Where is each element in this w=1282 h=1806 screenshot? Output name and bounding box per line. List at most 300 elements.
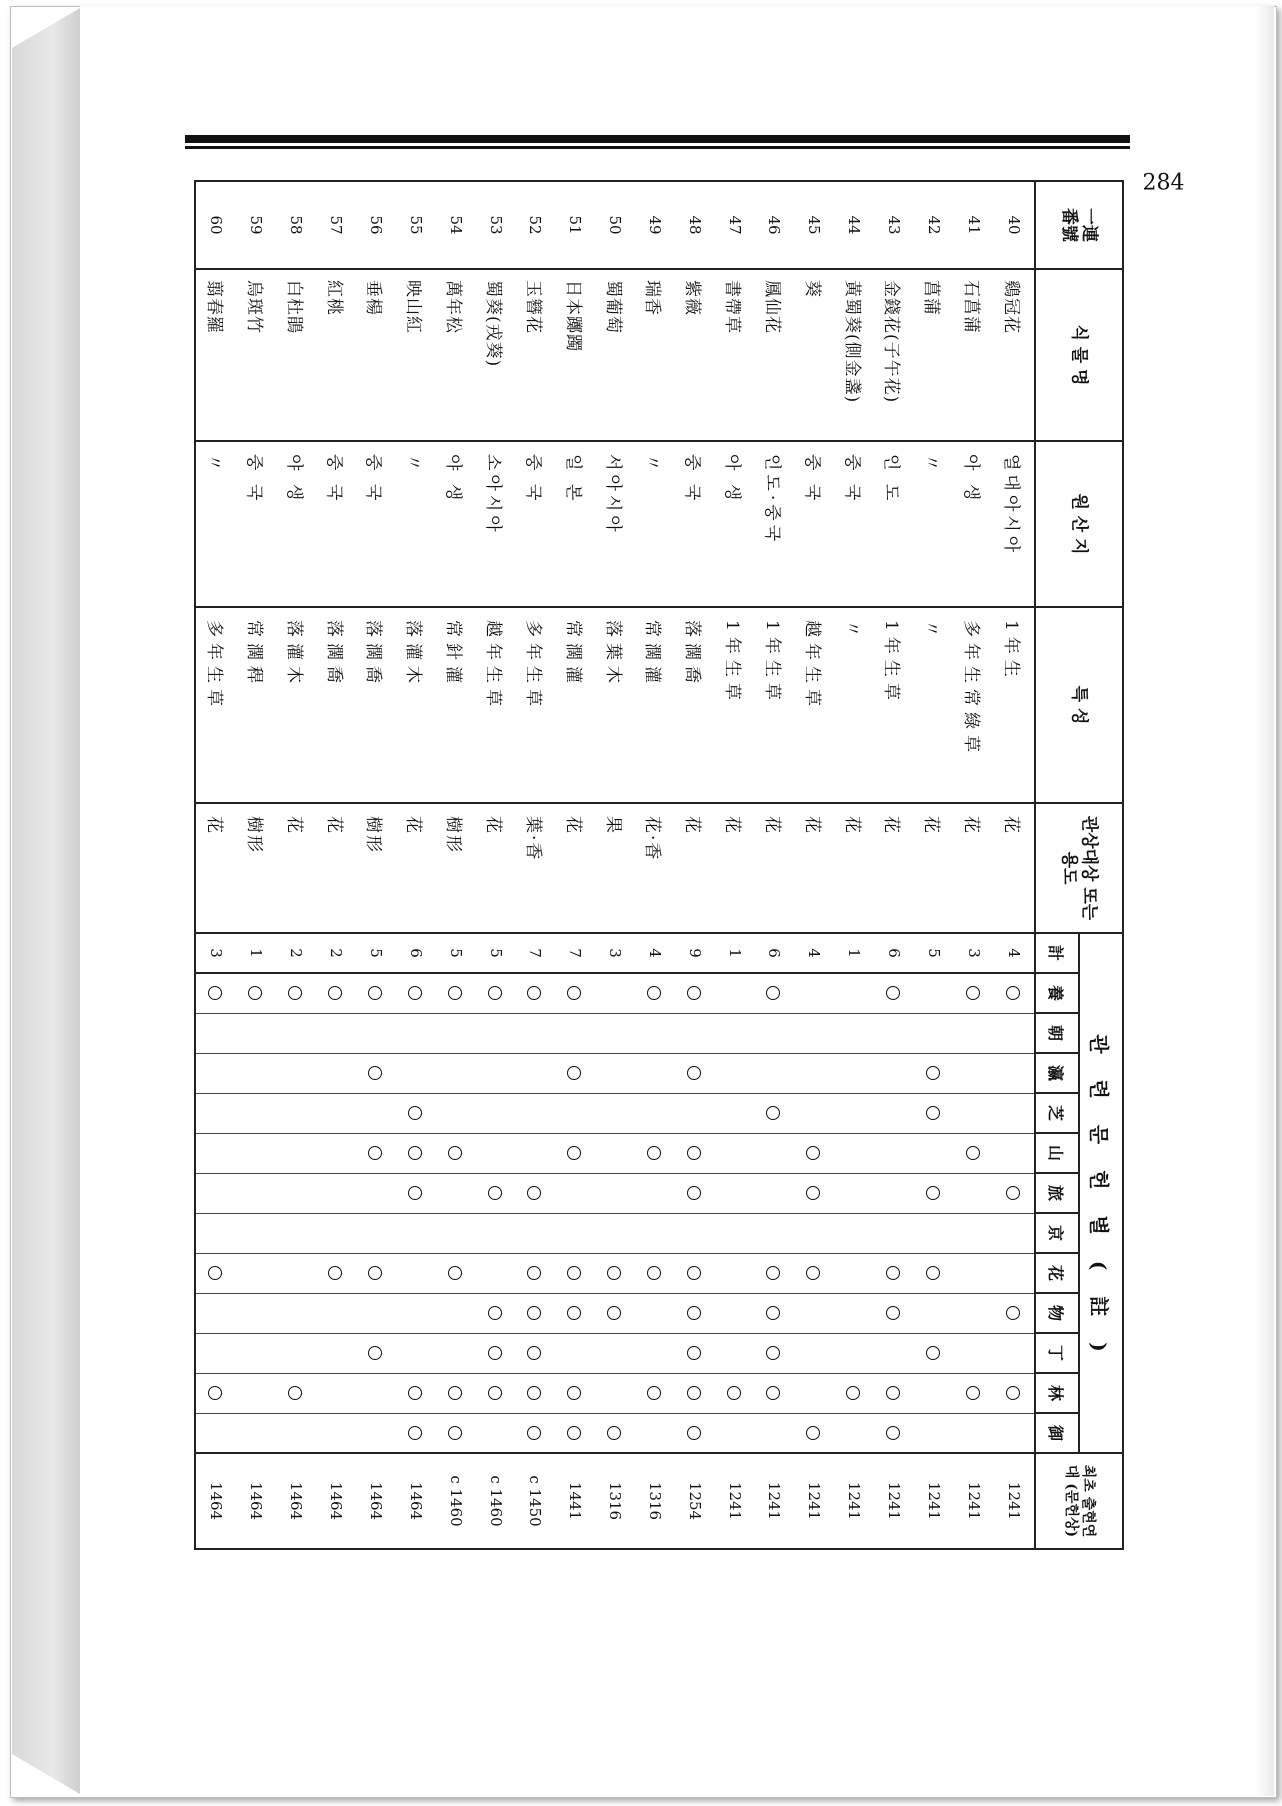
ref-mark-cell bbox=[914, 1333, 954, 1373]
ref-mark-cell bbox=[195, 1293, 237, 1333]
plant-name: 紫薇 bbox=[675, 269, 715, 441]
circle-mark-icon bbox=[527, 1306, 541, 1320]
ref-mark-cell bbox=[237, 1333, 277, 1373]
circle-mark-icon bbox=[1006, 1386, 1020, 1400]
ref-mark-cell bbox=[476, 1373, 516, 1413]
ref-mark-cell bbox=[635, 1173, 675, 1213]
ref-mark-cell bbox=[436, 1213, 476, 1253]
ref-mark-cell bbox=[954, 1373, 994, 1413]
circle-mark-icon bbox=[607, 1266, 621, 1280]
ref-header-cell bbox=[1035, 1133, 1079, 1173]
ref-mark-cell bbox=[515, 1413, 555, 1453]
first-year: 1254 bbox=[675, 1453, 715, 1549]
ref-mark-cell bbox=[794, 1133, 834, 1173]
first-year: 1464 bbox=[396, 1453, 436, 1549]
ref-mark-cell bbox=[436, 1293, 476, 1333]
ref-mark-cell bbox=[515, 1053, 555, 1093]
row-number: 42 bbox=[914, 181, 954, 269]
ref-mark-cell bbox=[635, 1133, 675, 1173]
ref-mark-cell bbox=[794, 1013, 834, 1053]
table-row bbox=[794, 181, 834, 1549]
ref-mark-cell bbox=[994, 1413, 1035, 1453]
plant-name: 蜀葵(戎葵) bbox=[476, 269, 516, 441]
row-number: 60 bbox=[195, 181, 237, 269]
row-number: 50 bbox=[595, 181, 635, 269]
ref-mark-cell bbox=[195, 1133, 237, 1173]
ref-mark-cell bbox=[195, 1213, 237, 1253]
header-number bbox=[1035, 181, 1123, 269]
ref-mark-cell bbox=[914, 1173, 954, 1213]
origin: 중 국 bbox=[794, 441, 834, 607]
origin: 〃 bbox=[914, 441, 954, 607]
circle-mark-icon bbox=[527, 1266, 541, 1280]
circle-mark-icon bbox=[567, 1146, 581, 1160]
ref-mark-cell bbox=[316, 1253, 356, 1293]
page-edge-right bbox=[1256, 6, 1274, 1796]
plant-name: 菖蒲 bbox=[914, 269, 954, 441]
plant-name: 鳳仙花 bbox=[755, 269, 795, 441]
first-year: 1241 bbox=[874, 1453, 914, 1549]
ref-mark-cell bbox=[356, 1093, 396, 1133]
first-year: 1241 bbox=[715, 1453, 755, 1549]
ref-mark-cell bbox=[595, 1173, 635, 1213]
ornamental-use: 花 bbox=[555, 803, 595, 933]
table-row bbox=[515, 181, 555, 1549]
ref-mark-cell bbox=[276, 1013, 316, 1053]
ref-mark-cell bbox=[595, 1213, 635, 1253]
ornamental-use: 花 bbox=[914, 803, 954, 933]
ref-count: 3 bbox=[954, 933, 994, 973]
row-number: 53 bbox=[476, 181, 516, 269]
circle-mark-icon bbox=[368, 986, 382, 1000]
ref-mark-cell bbox=[954, 1213, 994, 1253]
feature: 多年生草 bbox=[195, 607, 237, 803]
ref-mark-cell bbox=[834, 1173, 874, 1213]
header-name bbox=[1035, 269, 1123, 441]
row-number: 49 bbox=[635, 181, 675, 269]
origin: 중 국 bbox=[515, 441, 555, 607]
feature: 〃 bbox=[834, 607, 874, 803]
ref-mark-cell bbox=[635, 1253, 675, 1293]
ornamental-use: 果 bbox=[595, 803, 635, 933]
feature: 落灌木 bbox=[396, 607, 436, 803]
ref-mark-cell bbox=[755, 1373, 795, 1413]
feature: 落濶喬 bbox=[316, 607, 356, 803]
ref-mark-cell bbox=[476, 1013, 516, 1053]
circle-mark-icon bbox=[1006, 1306, 1020, 1320]
feature: 越年生草 bbox=[794, 607, 834, 803]
circle-mark-icon bbox=[408, 1106, 422, 1120]
row-number: 56 bbox=[356, 181, 396, 269]
ref-mark-cell bbox=[316, 1053, 356, 1093]
circle-mark-icon bbox=[368, 1266, 382, 1280]
ref-mark-cell bbox=[954, 1053, 994, 1093]
ref-mark-cell bbox=[595, 1293, 635, 1333]
ref-mark-cell bbox=[794, 1293, 834, 1333]
ref-count: 5 bbox=[356, 933, 396, 973]
ref-mark-cell bbox=[715, 1053, 755, 1093]
ref-count: 9 bbox=[675, 933, 715, 973]
ref-count: 6 bbox=[755, 933, 795, 973]
ref-mark-cell bbox=[675, 1373, 715, 1413]
ref-mark-cell bbox=[356, 1173, 396, 1213]
header-name-label: 식 물 명 bbox=[1069, 324, 1090, 386]
circle-mark-icon bbox=[567, 1426, 581, 1440]
ref-mark-cell bbox=[715, 1213, 755, 1253]
ref-mark-cell bbox=[356, 1133, 396, 1173]
ref-mark-cell bbox=[476, 973, 516, 1013]
ref-header-cell bbox=[1035, 1053, 1079, 1093]
plant-name: 葵 bbox=[794, 269, 834, 441]
ref-mark-cell bbox=[954, 973, 994, 1013]
circle-mark-icon bbox=[886, 1426, 900, 1440]
circle-mark-icon bbox=[1006, 986, 1020, 1000]
row-number: 48 bbox=[675, 181, 715, 269]
first-year: 1464 bbox=[276, 1453, 316, 1549]
origin: 중 국 bbox=[356, 441, 396, 607]
ref-mark-cell bbox=[755, 1053, 795, 1093]
circle-mark-icon bbox=[806, 1186, 820, 1200]
ref-mark-cell bbox=[237, 1293, 277, 1333]
ref-mark-cell bbox=[635, 1093, 675, 1133]
ref-mark-cell bbox=[994, 1333, 1035, 1373]
circle-mark-icon bbox=[926, 1106, 940, 1120]
circle-mark-icon bbox=[687, 1186, 701, 1200]
ornamental-use: 樹形 bbox=[237, 803, 277, 933]
ref-mark-cell bbox=[834, 1213, 874, 1253]
ornamental-use: 花 bbox=[476, 803, 516, 933]
ref-mark-cell bbox=[396, 1293, 436, 1333]
circle-mark-icon bbox=[886, 1386, 900, 1400]
ref-header-label: 旅 bbox=[1046, 1184, 1066, 1201]
table-row bbox=[396, 181, 436, 1549]
ref-header-cell bbox=[1035, 1333, 1079, 1373]
ref-mark-cell bbox=[595, 973, 635, 1013]
page-number: 284 bbox=[1142, 170, 1185, 196]
ref-mark-cell bbox=[834, 1333, 874, 1373]
ref-mark-cell bbox=[675, 1053, 715, 1093]
ref-header-cell bbox=[1035, 1373, 1079, 1413]
circle-mark-icon bbox=[567, 986, 581, 1000]
ref-mark-cell bbox=[954, 1093, 994, 1133]
circle-mark-icon bbox=[766, 1266, 780, 1280]
ref-count: 7 bbox=[515, 933, 555, 973]
ref-mark-cell bbox=[436, 973, 476, 1013]
ref-mark-cell bbox=[237, 1133, 277, 1173]
circle-mark-icon bbox=[527, 1186, 541, 1200]
table-row bbox=[914, 181, 954, 1549]
ref-mark-cell bbox=[276, 1053, 316, 1093]
ref-mark-cell bbox=[675, 1133, 715, 1173]
ref-mark-cell bbox=[914, 1213, 954, 1253]
header-origin bbox=[1035, 441, 1123, 607]
circle-mark-icon bbox=[687, 1306, 701, 1320]
plant-name: 紅桃 bbox=[316, 269, 356, 441]
ref-header-cell bbox=[1035, 1413, 1079, 1453]
circle-mark-icon bbox=[208, 986, 222, 1000]
ref-mark-cell bbox=[874, 1173, 914, 1213]
ref-mark-cell bbox=[675, 1093, 715, 1133]
table-row bbox=[715, 181, 755, 1549]
ref-mark-cell bbox=[356, 1293, 396, 1333]
ref-count: 3 bbox=[195, 933, 237, 973]
ref-mark-cell bbox=[994, 1013, 1035, 1053]
ref-count: 1 bbox=[237, 933, 277, 973]
table-row bbox=[954, 181, 994, 1549]
row-number: 51 bbox=[555, 181, 595, 269]
circle-mark-icon bbox=[408, 1386, 422, 1400]
feature: 多年生常綠草 bbox=[954, 607, 994, 803]
ref-mark-cell bbox=[476, 1293, 516, 1333]
ref-mark-cell bbox=[515, 1133, 555, 1173]
ref-mark-cell bbox=[595, 1253, 635, 1293]
circle-mark-icon bbox=[328, 986, 342, 1000]
header-number-bottom: 番號 bbox=[1059, 208, 1079, 242]
header-use bbox=[1035, 803, 1123, 933]
ref-mark-cell bbox=[994, 1053, 1035, 1093]
origin: 소아시아 bbox=[476, 441, 516, 607]
circle-mark-icon bbox=[647, 1266, 661, 1280]
circle-mark-icon bbox=[966, 1146, 980, 1160]
circle-mark-icon bbox=[806, 1146, 820, 1160]
ref-mark-cell bbox=[834, 1253, 874, 1293]
ref-mark-cell bbox=[555, 1253, 595, 1293]
ref-mark-cell bbox=[195, 1253, 237, 1293]
ref-mark-cell bbox=[515, 973, 555, 1013]
ref-mark-cell bbox=[276, 973, 316, 1013]
ref-mark-cell bbox=[595, 1093, 635, 1133]
origin: 〃 bbox=[396, 441, 436, 607]
ref-mark-cell bbox=[396, 1213, 436, 1253]
circle-mark-icon bbox=[886, 986, 900, 1000]
first-year: 1241 bbox=[755, 1453, 795, 1549]
circle-mark-icon bbox=[448, 1266, 462, 1280]
ref-mark-cell bbox=[555, 1053, 595, 1093]
ref-mark-cell bbox=[195, 1093, 237, 1133]
circle-mark-icon bbox=[647, 1146, 661, 1160]
ref-mark-cell bbox=[396, 1333, 436, 1373]
plant-name: 瑞香 bbox=[635, 269, 675, 441]
circle-mark-icon bbox=[926, 1066, 940, 1080]
ref-mark-cell bbox=[237, 973, 277, 1013]
ref-header-label: 朝 bbox=[1046, 1024, 1066, 1041]
ref-mark-cell bbox=[755, 1333, 795, 1373]
origin: 중 국 bbox=[237, 441, 277, 607]
row-number: 58 bbox=[276, 181, 316, 269]
ref-mark-cell bbox=[954, 1133, 994, 1173]
ref-mark-cell bbox=[316, 1133, 356, 1173]
circle-mark-icon bbox=[527, 1346, 541, 1360]
ornamental-use: 花 bbox=[874, 803, 914, 933]
feature: 落濶喬 bbox=[356, 607, 396, 803]
ref-mark-cell bbox=[715, 973, 755, 1013]
circle-mark-icon bbox=[208, 1266, 222, 1280]
origin: 일 본 bbox=[555, 441, 595, 607]
ref-count: 5 bbox=[914, 933, 954, 973]
circle-mark-icon bbox=[806, 1426, 820, 1440]
ref-mark-cell bbox=[794, 1053, 834, 1093]
header-group bbox=[1079, 933, 1123, 1453]
feature: 落灌木 bbox=[276, 607, 316, 803]
feature: 落葉木 bbox=[595, 607, 635, 803]
ref-mark-cell bbox=[715, 1373, 755, 1413]
ref-mark-cell bbox=[874, 973, 914, 1013]
ref-mark-cell bbox=[316, 1413, 356, 1453]
ref-mark-cell bbox=[476, 1173, 516, 1213]
ref-mark-cell bbox=[276, 1133, 316, 1173]
ref-count: 3 bbox=[595, 933, 635, 973]
table-row bbox=[237, 181, 277, 1549]
ref-mark-cell bbox=[316, 1293, 356, 1333]
circle-mark-icon bbox=[567, 1266, 581, 1280]
ref-mark-cell bbox=[994, 1293, 1035, 1333]
ref-mark-cell bbox=[874, 1133, 914, 1173]
ref-mark-cell bbox=[476, 1413, 516, 1453]
circle-mark-icon bbox=[766, 1346, 780, 1360]
ref-mark-cell bbox=[396, 973, 436, 1013]
row-number: 41 bbox=[954, 181, 994, 269]
first-year: 1241 bbox=[914, 1453, 954, 1549]
row-number: 57 bbox=[316, 181, 356, 269]
circle-mark-icon bbox=[846, 1386, 860, 1400]
ref-mark-cell bbox=[436, 1093, 476, 1133]
ornamental-use: 花 bbox=[715, 803, 755, 933]
ref-mark-cell bbox=[396, 1053, 436, 1093]
circle-mark-icon bbox=[368, 1066, 382, 1080]
ornamental-use: 花 bbox=[954, 803, 994, 933]
circle-mark-icon bbox=[926, 1266, 940, 1280]
ref-mark-cell bbox=[476, 1093, 516, 1133]
ref-mark-cell bbox=[715, 1413, 755, 1453]
ref-mark-cell bbox=[555, 1213, 595, 1253]
ref-mark-cell bbox=[595, 1333, 635, 1373]
ref-mark-cell bbox=[794, 1413, 834, 1453]
plant-name: 日本躑躅 bbox=[555, 269, 595, 441]
first-year: 1441 bbox=[555, 1453, 595, 1549]
circle-mark-icon bbox=[288, 1386, 302, 1400]
circle-mark-icon bbox=[766, 986, 780, 1000]
plant-name: 垂楊 bbox=[356, 269, 396, 441]
ref-mark-cell bbox=[755, 1253, 795, 1293]
ref-mark-cell bbox=[237, 1413, 277, 1453]
circle-mark-icon bbox=[567, 1066, 581, 1080]
ref-mark-cell bbox=[237, 1373, 277, 1413]
table-row bbox=[675, 181, 715, 1549]
ref-mark-cell bbox=[715, 1333, 755, 1373]
ref-mark-cell bbox=[356, 973, 396, 1013]
ref-mark-cell bbox=[555, 1333, 595, 1373]
ref-count: 5 bbox=[436, 933, 476, 973]
ref-mark-cell bbox=[276, 1093, 316, 1133]
ref-header-label: 丁 bbox=[1046, 1344, 1066, 1361]
origin: 중 국 bbox=[675, 441, 715, 607]
ref-mark-cell bbox=[515, 1093, 555, 1133]
ref-header-label: 瀛 bbox=[1046, 1064, 1066, 1081]
ornamental-use: 花 bbox=[276, 803, 316, 933]
table-row bbox=[834, 181, 874, 1549]
ref-header-label: 山 bbox=[1046, 1144, 1066, 1161]
ref-mark-cell bbox=[874, 1253, 914, 1293]
ref-mark-cell bbox=[675, 1013, 715, 1053]
ref-mark-cell bbox=[834, 1013, 874, 1053]
ref-mark-cell bbox=[396, 1093, 436, 1133]
circle-mark-icon bbox=[488, 986, 502, 1000]
ref-mark-cell bbox=[715, 1253, 755, 1293]
circle-mark-icon bbox=[886, 1266, 900, 1280]
plant-name: 白杜鵑 bbox=[276, 269, 316, 441]
circle-mark-icon bbox=[926, 1346, 940, 1360]
ref-mark-cell bbox=[994, 1173, 1035, 1213]
plant-name: 石菖蒲 bbox=[954, 269, 994, 441]
ref-mark-cell bbox=[874, 1333, 914, 1373]
ref-header-cell bbox=[1035, 1173, 1079, 1213]
circle-mark-icon bbox=[1006, 1186, 1020, 1200]
ref-mark-cell bbox=[994, 1253, 1035, 1293]
feature: 〃 bbox=[914, 607, 954, 803]
ref-header-label: 芝 bbox=[1046, 1104, 1066, 1121]
feature: 1年生 bbox=[994, 607, 1035, 803]
ref-mark-cell bbox=[555, 1293, 595, 1333]
ref-mark-cell bbox=[396, 1173, 436, 1213]
header-group-label: 관련문헌별(註) bbox=[1087, 1034, 1112, 1378]
ref-count: 4 bbox=[635, 933, 675, 973]
plant-name: 書帶草 bbox=[715, 269, 755, 441]
ref-mark-cell bbox=[515, 1213, 555, 1253]
plant-name: 翦春羅 bbox=[195, 269, 237, 441]
table-row bbox=[356, 181, 396, 1549]
feature: 常濶灌 bbox=[635, 607, 675, 803]
first-year: 1464 bbox=[316, 1453, 356, 1549]
origin: 열대아시아 bbox=[994, 441, 1035, 607]
header-year bbox=[1035, 1453, 1123, 1549]
feature: 常針灌 bbox=[436, 607, 476, 803]
ref-mark-cell bbox=[555, 1013, 595, 1053]
ref-mark-cell bbox=[276, 1333, 316, 1373]
ref-mark-cell bbox=[914, 1133, 954, 1173]
row-number: 45 bbox=[794, 181, 834, 269]
ref-mark-cell bbox=[595, 1373, 635, 1413]
row-number: 59 bbox=[237, 181, 277, 269]
ref-mark-cell bbox=[635, 1013, 675, 1053]
ref-mark-cell bbox=[515, 1013, 555, 1053]
ref-mark-cell bbox=[994, 1213, 1035, 1253]
ref-mark-cell bbox=[316, 1173, 356, 1213]
ref-mark-cell bbox=[874, 1293, 914, 1333]
plant-name: 金錢花(子午花) bbox=[874, 269, 914, 441]
ref-mark-cell bbox=[675, 1333, 715, 1373]
circle-mark-icon bbox=[368, 1346, 382, 1360]
ref-mark-cell bbox=[914, 1373, 954, 1413]
circle-mark-icon bbox=[766, 1106, 780, 1120]
header-feature bbox=[1035, 607, 1123, 803]
circle-mark-icon bbox=[288, 986, 302, 1000]
feature: 多年生草 bbox=[515, 607, 555, 803]
feature: 常濶稈 bbox=[237, 607, 277, 803]
ref-mark-cell bbox=[316, 1013, 356, 1053]
ref-mark-cell bbox=[476, 1053, 516, 1093]
ref-mark-cell bbox=[834, 1053, 874, 1093]
feature: 越年生草 bbox=[476, 607, 516, 803]
circle-mark-icon bbox=[488, 1346, 502, 1360]
first-year: 1464 bbox=[237, 1453, 277, 1549]
first-year: 1241 bbox=[794, 1453, 834, 1549]
ref-mark-cell bbox=[834, 1293, 874, 1333]
row-number: 40 bbox=[994, 181, 1035, 269]
ref-mark-cell bbox=[237, 1173, 277, 1213]
plant-name: 烏斑竹 bbox=[237, 269, 277, 441]
header-use-label: 관상대상 또는용도 bbox=[1059, 815, 1100, 921]
ref-mark-cell bbox=[675, 1213, 715, 1253]
